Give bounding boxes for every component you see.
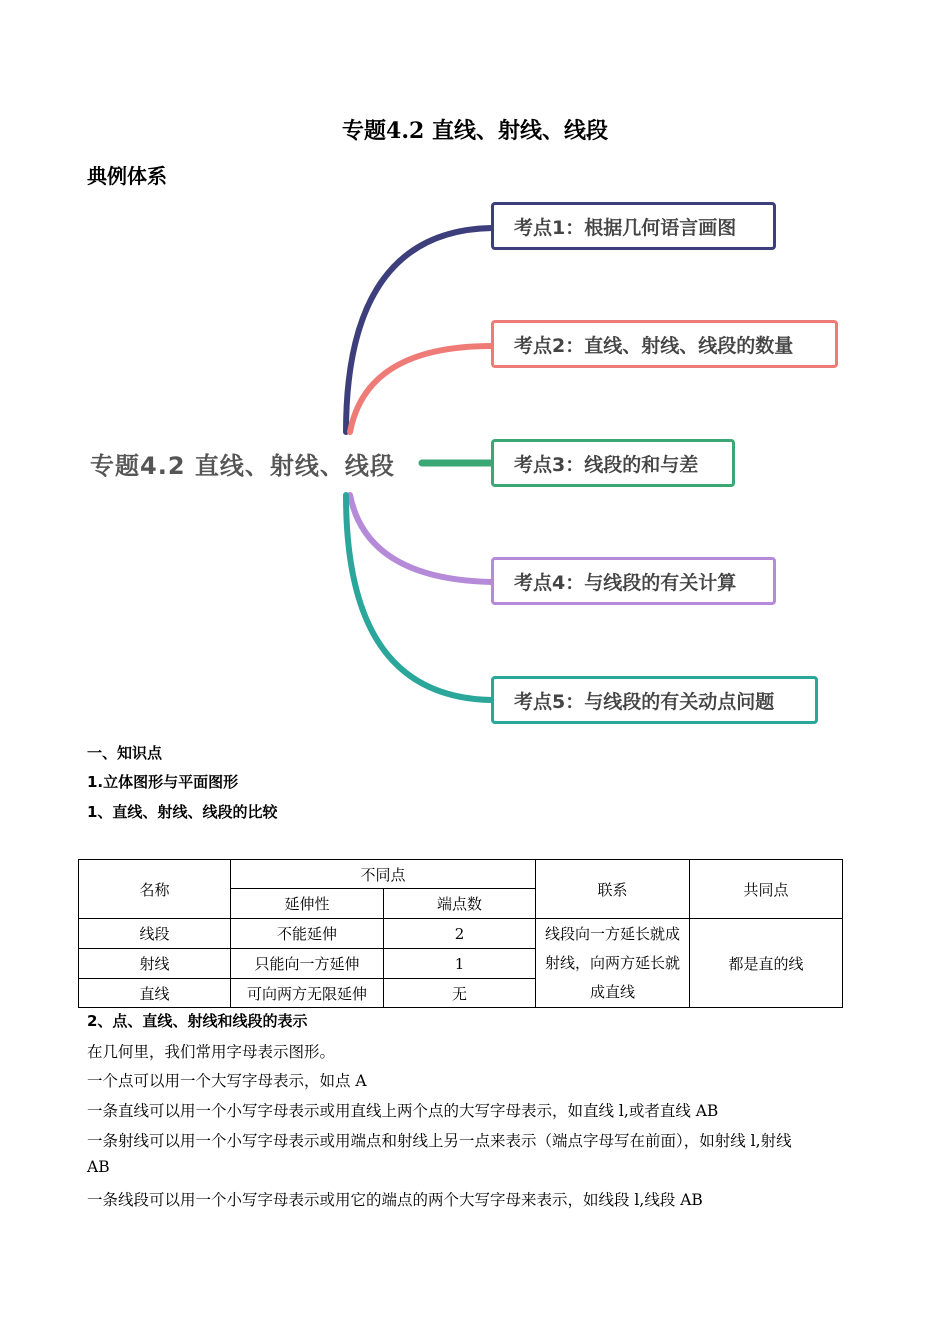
cell-endpoints: 1 <box>384 949 536 979</box>
cell-name: 线段 <box>79 919 231 949</box>
paragraph: AB <box>87 1158 110 1176</box>
paragraph: 一个点可以用一个大写字母表示，如点 A <box>87 1072 367 1090</box>
cell-extend: 只能向一方延伸 <box>231 949 384 979</box>
connector-4 <box>350 495 492 582</box>
node-label: 考点2：直线、射线、线段的数量 <box>514 334 794 357</box>
header-relation: 联系 <box>536 860 690 919</box>
section-heading: 1.立体图形与平面图形 <box>87 773 239 791</box>
section-heading: 1、直线、射线、线段的比较 <box>87 803 278 821</box>
connector-2 <box>350 346 492 432</box>
comparison-table <box>78 859 843 1008</box>
cell-common: 都是直的线 <box>690 919 843 1008</box>
page-title: 专题4.2 直线、射线、线段 <box>342 118 608 144</box>
node-label: 考点4：与线段的有关计算 <box>514 571 737 594</box>
node-label: 考点3：线段的和与差 <box>514 453 699 476</box>
cell-relation: 线段向一方延长就成射线，向两方延长就成直线 <box>536 919 690 1008</box>
section-heading: 2、点、直线、射线和线段的表示 <box>87 1012 308 1030</box>
header-endpoints: 端点数 <box>384 889 536 919</box>
cell-extend: 不能延伸 <box>231 919 384 949</box>
connector-5 <box>346 495 492 700</box>
section-heading: 一、知识点 <box>87 744 163 762</box>
mindmap-node-3 <box>491 439 735 487</box>
mindmap-node-2 <box>491 320 838 368</box>
node-label: 考点5：与线段的有关动点问题 <box>514 690 775 713</box>
header-name: 名称 <box>79 860 231 919</box>
node-label: 考点1：根据几何语言画图 <box>514 216 737 239</box>
cell-name: 射线 <box>79 949 231 979</box>
paragraph: 在几何里，我们常用字母表示图形。 <box>87 1043 336 1061</box>
paragraph: 一条线段可以用一个小写字母表示或用它的端点的两个大写字母来表示，如线段 l,线段 AB <box>87 1191 703 1209</box>
header-common: 共同点 <box>690 860 843 919</box>
cell-endpoints: 2 <box>384 919 536 949</box>
mindmap-root: 专题4.2 直线、射线、线段 <box>90 452 395 480</box>
mindmap-node-1 <box>491 202 776 250</box>
table-row <box>79 919 843 949</box>
cell-name: 直线 <box>79 979 231 1008</box>
mindmap-node-4 <box>491 557 776 605</box>
connector-1 <box>346 228 492 432</box>
section-subtitle: 典例体系 <box>87 164 167 188</box>
paragraph: 一条射线可以用一个小写字母表示或用端点和射线上另一点来表示（端点字母写在前面），如射线 l,射线 <box>87 1132 792 1150</box>
cell-extend: 可向两方无限延伸 <box>231 979 384 1008</box>
cell-endpoints: 无 <box>384 979 536 1008</box>
header-extend: 延伸性 <box>231 889 384 919</box>
header-diff: 不同点 <box>231 860 536 889</box>
paragraph: 一条直线可以用一个小写字母表示或用直线上两个点的大写字母表示，如直线 l,或者直线 AB <box>87 1102 719 1120</box>
mindmap-node-5 <box>491 676 818 724</box>
